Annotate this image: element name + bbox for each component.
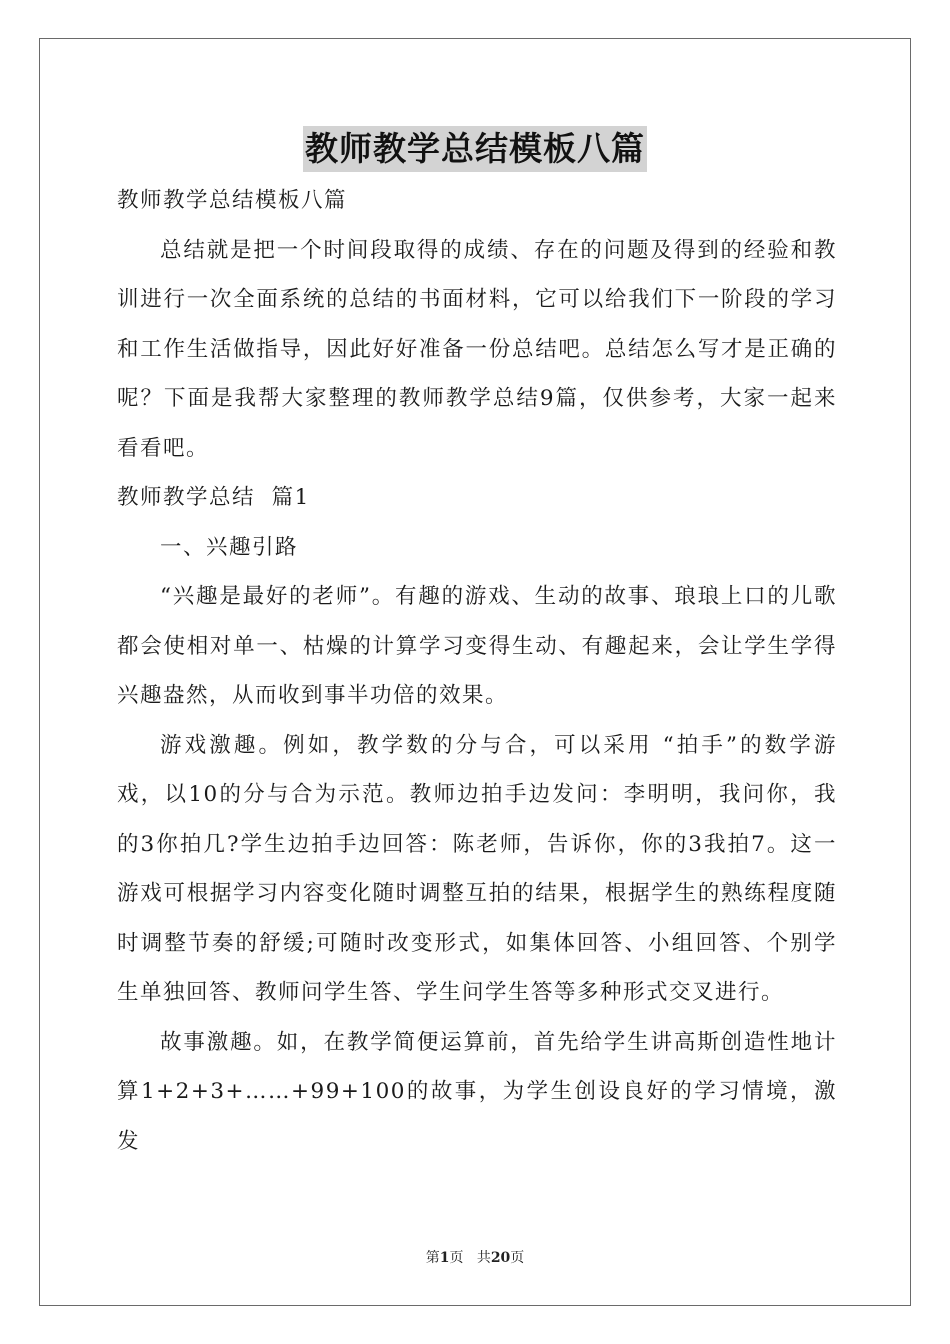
section-heading: 教师教学总结 篇1 bbox=[117, 485, 310, 510]
paragraph-game: 游戏激趣。例如，教学数的分与合，可以采用 “拍手”的数学游戏，以10的分与合为示范。教师边拍手边发问：李明明，我问你，我的3你拍几?学生边拍手边回答：陈老师，告诉你，你的3我拍7。这一游戏可根据学习内容变化随时调整互拍的结果，根据学生的熟练程度随时调整节奏的舒缓;可随时改变形式，如集体回答、小组回答、个别学生单独回答、教师问学生答、学生问学生答等多种形式交叉进行。 bbox=[117, 732, 837, 1005]
footer-prefix: 第 bbox=[425, 1250, 440, 1266]
footer-total-prefix: 共 bbox=[476, 1250, 491, 1266]
document-body bbox=[117, 176, 837, 1166]
paragraph-story: 故事激趣。如，在教学简便运算前，首先给学生讲高斯创造性地计算1+2+3+……+99+100的故事，为学生创设良好的学习情境，激发 bbox=[117, 1029, 837, 1154]
page-footer bbox=[0, 1247, 950, 1267]
footer-total-suffix: 页 bbox=[510, 1250, 525, 1266]
subtitle-line: 教师教学总结模板八篇 bbox=[117, 188, 348, 213]
intro-paragraph: 总结就是把一个时间段取得的成绩、存在的问题及得到的经验和教训进行一次全面系统的总结的书面材料，它可以给我们下一阶段的学习和工作生活做指导，因此好好准备一份总结吧。总结怎么写才是正确的呢？下面是我帮大家整理的教师教学总结9篇，仅供参考，大家一起来看看吧。 bbox=[117, 237, 837, 461]
footer-current-page: 1 bbox=[439, 1250, 450, 1266]
title-container bbox=[0, 126, 950, 172]
paragraph-quote: “兴趣是最好的老师”。有趣的游戏、生动的故事、琅琅上口的儿歌都会使相对单一、枯燥的计算学习变得生动、有趣起来，会让学生学得兴趣盎然，从而收到事半功倍的效果。 bbox=[117, 584, 837, 708]
subheading: 一、兴趣引路 bbox=[160, 534, 299, 560]
footer-page-word: 页 bbox=[449, 1250, 464, 1266]
footer-total-pages: 20 bbox=[490, 1250, 511, 1266]
document-title: 教师教学总结模板八篇 bbox=[303, 126, 647, 172]
